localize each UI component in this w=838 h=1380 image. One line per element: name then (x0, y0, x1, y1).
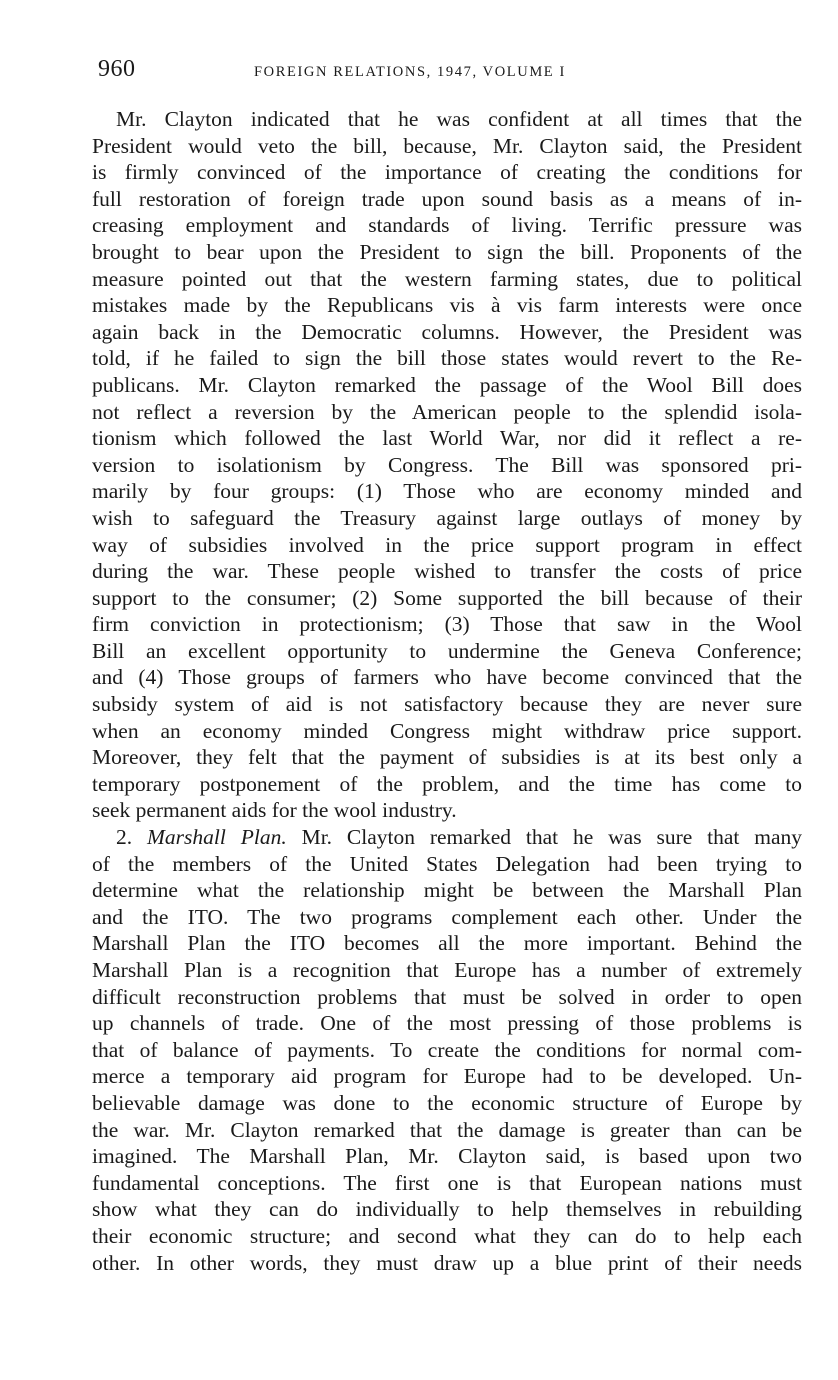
page-number: 960 (98, 56, 136, 82)
text-line: told, if he failed to sign the bill those states would revert to the Re- (92, 346, 802, 371)
text-line: that of balance of payments. To create the conditions for normal com- (92, 1037, 802, 1062)
text-line: is firmly convinced of the importance of creating the conditions for (92, 160, 802, 185)
text-line: tionism which followed the last World War, nor did it reflect a re- (92, 426, 802, 451)
text-line: temporary postponement of the problem, and the time has come to (92, 771, 802, 796)
text-line: when an economy minded Congress might withdraw price support. (92, 718, 802, 743)
text-line: determine what the relationship might be between the Marshall Plan (92, 878, 802, 903)
text-line: measure pointed out that the western farming states, due to political (92, 266, 802, 291)
text-line: way of subsidies involved in the price support program in effect (92, 532, 802, 557)
text-line: and the ITO. The two programs complement each other. Under the (92, 904, 802, 929)
text-line: imagined. The Marshall Plan, Mr. Clayton said, is based upon two (92, 1144, 802, 1169)
text-line: Bill an excellent opportunity to undermine the Geneva Conference; (92, 638, 802, 663)
text-line: again back in the Democratic columns. However, the President was (92, 319, 802, 344)
paragraph-wool-bill (92, 106, 802, 824)
text-line: merce a temporary aid program for Europe had to be developed. Un- (92, 1064, 802, 1089)
body-text (92, 106, 802, 1276)
text-line: support to the consumer; (2) Some supported the bill because of their (92, 585, 802, 610)
text-line: show what they can do individually to help themselves in rebuilding (92, 1197, 802, 1222)
text-line: Moreover, they felt that the payment of subsidies is at its best only a (92, 745, 802, 770)
text-line: subsidy system of aid is not satisfactory because they are never sure (92, 692, 802, 717)
text-line: believable damage was done to the economic structure of Europe by (92, 1090, 802, 1115)
text-line: other. In other words, they must draw up a blue print of their needs (92, 1250, 802, 1275)
text-line: wish to safeguard the Treasury against large outlays of money by (92, 505, 802, 530)
running-title: FOREIGN RELATIONS, 1947, VOLUME I (254, 64, 566, 80)
text-line: creasing employment and standards of living. Terrific pressure was (92, 213, 802, 238)
text-line: during the war. These people wished to transfer the costs of price (92, 559, 802, 584)
text-line: their economic structure; and second what they can do to help each (92, 1223, 802, 1248)
text-line: up channels of trade. One of the most pressing of those problems is (92, 1011, 802, 1036)
text-line: difficult reconstruction problems that must be solved in order to open (92, 984, 802, 1009)
text-line: version to isolationism by Congress. The Bill was sponsored pri- (92, 452, 802, 477)
text-line: and (4) Those groups of farmers who have become convinced that the (92, 665, 802, 690)
text-line: fundamental conceptions. The first one is that European nations must (92, 1170, 802, 1195)
text-line: brought to bear upon the President to sign the bill. Proponents of the (92, 239, 802, 264)
text-fragment: Mr. Clayton remarked that he was sure that many (301, 825, 803, 850)
text-line: Mr. Clayton indicated that he was confident at all times that the (116, 107, 802, 131)
text-line: the war. Mr. Clayton remarked that the damage is greater than can be (92, 1117, 802, 1142)
text-line: full restoration of foreign trade upon sound basis as a means of in- (92, 186, 802, 211)
text-line: firm conviction in protectionism; (3) Those that saw in the Wool (92, 612, 802, 637)
paragraph-number: 2. (116, 825, 133, 850)
text-line: President would veto the bill, because, Mr. Clayton said, the President (92, 133, 802, 158)
text-line: Marshall Plan the ITO becomes all the more important. Behind the (92, 931, 802, 956)
text-line: mistakes made by the Republicans vis à vis farm interests were once (92, 293, 802, 318)
text-line: marily by four groups: (1) Those who are economy minded and (92, 479, 802, 504)
text-line: seek permanent aids for the wool industry. (92, 798, 457, 823)
paragraph-marshall-plan (92, 824, 802, 1276)
text-line-first (92, 824, 802, 851)
text-line: of the members of the United States Delegation had been trying to (92, 851, 802, 876)
text-line: Marshall Plan is a recognition that Europe has a number of extremely (92, 958, 802, 982)
section-heading: Marshall Plan. (147, 825, 287, 850)
running-header (98, 56, 808, 86)
text-line: publicans. Mr. Clayton remarked the passage of the Wool Bill does (92, 372, 802, 397)
text-line: not reflect a reversion by the American people to the splendid isola- (92, 399, 802, 424)
